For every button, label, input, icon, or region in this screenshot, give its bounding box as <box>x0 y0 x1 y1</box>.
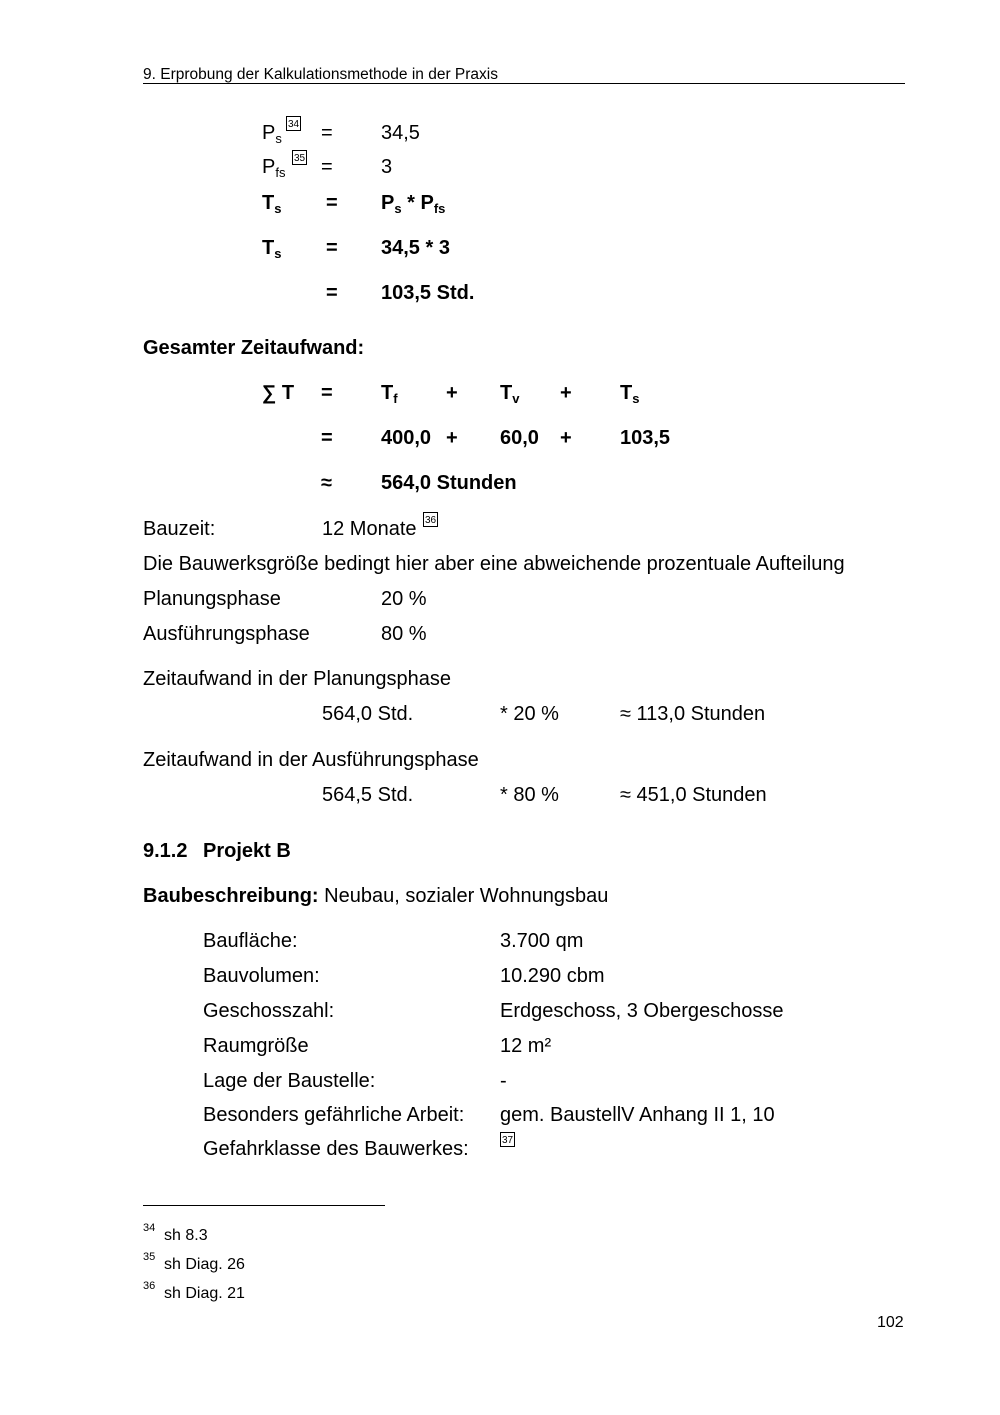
footnote-ref-37[interactable]: 37 <box>500 1132 515 1147</box>
pfs-symbol: $P_{fs}$ <box>262 156 286 180</box>
total-heading: Gesamter Zeitaufwand: <box>143 337 365 359</box>
ts-values-equals: = <box>326 237 338 259</box>
footnote-text: sh Diag. 21 <box>164 1285 245 1302</box>
footnote-ref-36[interactable]: 36 <box>423 512 438 527</box>
execution-base: 564,5 Std. <box>322 784 414 806</box>
phase-label-execution: Ausführungsphase <box>143 623 310 645</box>
ts-symbol: $T_s$ <box>262 192 282 216</box>
section-title: Projekt B <box>203 840 291 862</box>
property-label: Raumgröße <box>203 1035 309 1057</box>
property-value: - <box>500 1070 507 1092</box>
sum-symbol: ∑ T <box>262 382 295 404</box>
ts-result-equals: = <box>326 282 338 304</box>
footnote-ref-34[interactable]: 34 <box>286 116 301 131</box>
ts-result: 103,5 Std. <box>381 282 475 304</box>
planning-base: 564,0 Std. <box>322 703 414 725</box>
tf-value: 400,0 <box>381 427 432 449</box>
tv-symbol: $T_v$ <box>500 382 520 406</box>
footnote-text: sh 8.3 <box>164 1227 208 1244</box>
plus-1: + <box>446 382 458 404</box>
plus-2: + <box>560 382 572 404</box>
tf-symbol: $T_f$ <box>381 382 398 406</box>
property-value: gem. BaustellV Anhang II 1, 10 <box>500 1104 775 1126</box>
property-value: 10.290 cbm <box>500 965 605 987</box>
pfs-value: 3 <box>381 156 393 178</box>
description-label: Baubeschreibung: <box>143 885 319 907</box>
property-value: 3.700 qm <box>500 930 584 952</box>
running-header: 9. Erprobung der Kalkulationsmethode in der Praxis <box>143 66 498 83</box>
property-value: Erdgeschoss, 3 Obergeschosse <box>500 1000 784 1022</box>
footnote-number: 35 <box>143 1251 156 1263</box>
ts-equals: = <box>326 192 338 214</box>
ts-values: 34,5 * 3 <box>381 237 450 259</box>
total-result: 564,0 Stunden <box>381 472 517 494</box>
planning-result: ≈ 113,0 Stunden <box>620 703 766 725</box>
description-line <box>143 885 608 908</box>
ps-symbol: $P_s$ <box>262 122 282 146</box>
ps-equals: = <box>321 122 333 144</box>
property-value: 12 m² <box>500 1035 552 1057</box>
footnote-ref-35[interactable]: 35 <box>292 150 307 165</box>
planning-heading: Zeitaufwand in der Planungsphase <box>143 668 451 690</box>
header-rule <box>143 83 905 84</box>
phase-label-planning: Planungsphase <box>143 588 281 610</box>
ps-value: 34,5 <box>381 122 420 144</box>
pfs-equals: = <box>321 156 333 178</box>
ts-value: 103,5 <box>620 427 671 449</box>
execution-factor: * 80 % <box>500 784 559 806</box>
ts-formula: $P_s * P_{fs}$ <box>381 192 446 216</box>
ts-values-symbol: $T_s$ <box>262 237 282 261</box>
approx-sign: ≈ <box>321 472 332 494</box>
phase-value-execution: 80 % <box>381 623 427 645</box>
phase-value-planning: 20 % <box>381 588 427 610</box>
execution-heading: Zeitaufwand in der Ausführungsphase <box>143 749 479 771</box>
footnote-rule <box>143 1205 385 1206</box>
property-label: Geschosszahl: <box>203 1000 335 1022</box>
plus-4: + <box>560 427 572 449</box>
plus-3: + <box>446 427 458 449</box>
property-label: Bauvolumen: <box>203 965 320 987</box>
bauzeit-value: 12 Monate <box>322 518 417 540</box>
property-label: Gefahrklasse des Bauwerkes: <box>203 1138 469 1160</box>
execution-result: ≈ 451,0 Stunden <box>620 784 767 806</box>
page-number: 102 <box>877 1314 904 1331</box>
bauzeit-label: Bauzeit: <box>143 518 216 540</box>
footnote-number: 34 <box>143 1222 156 1234</box>
property-label: Lage der Baustelle: <box>203 1070 376 1092</box>
sum-equals: = <box>321 382 333 404</box>
distribution-note: Die Bauwerksgröße bedingt hier aber eine abweichende prozentuale Aufteilung <box>143 553 845 575</box>
sum-values-equals: = <box>321 427 333 449</box>
description-value: Neubau, sozialer Wohnungsbau <box>324 885 609 907</box>
property-label: Besonders gefährliche Arbeit: <box>203 1104 465 1126</box>
section-number: 9.1.2 <box>143 840 188 862</box>
planning-factor: * 20 % <box>500 703 559 725</box>
footnote-text: sh Diag. 26 <box>164 1256 245 1273</box>
footnote-number: 36 <box>143 1280 156 1292</box>
property-label: Baufläche: <box>203 930 298 952</box>
ts-total-symbol: $T_s$ <box>620 382 640 406</box>
tv-value: 60,0 <box>500 427 539 449</box>
